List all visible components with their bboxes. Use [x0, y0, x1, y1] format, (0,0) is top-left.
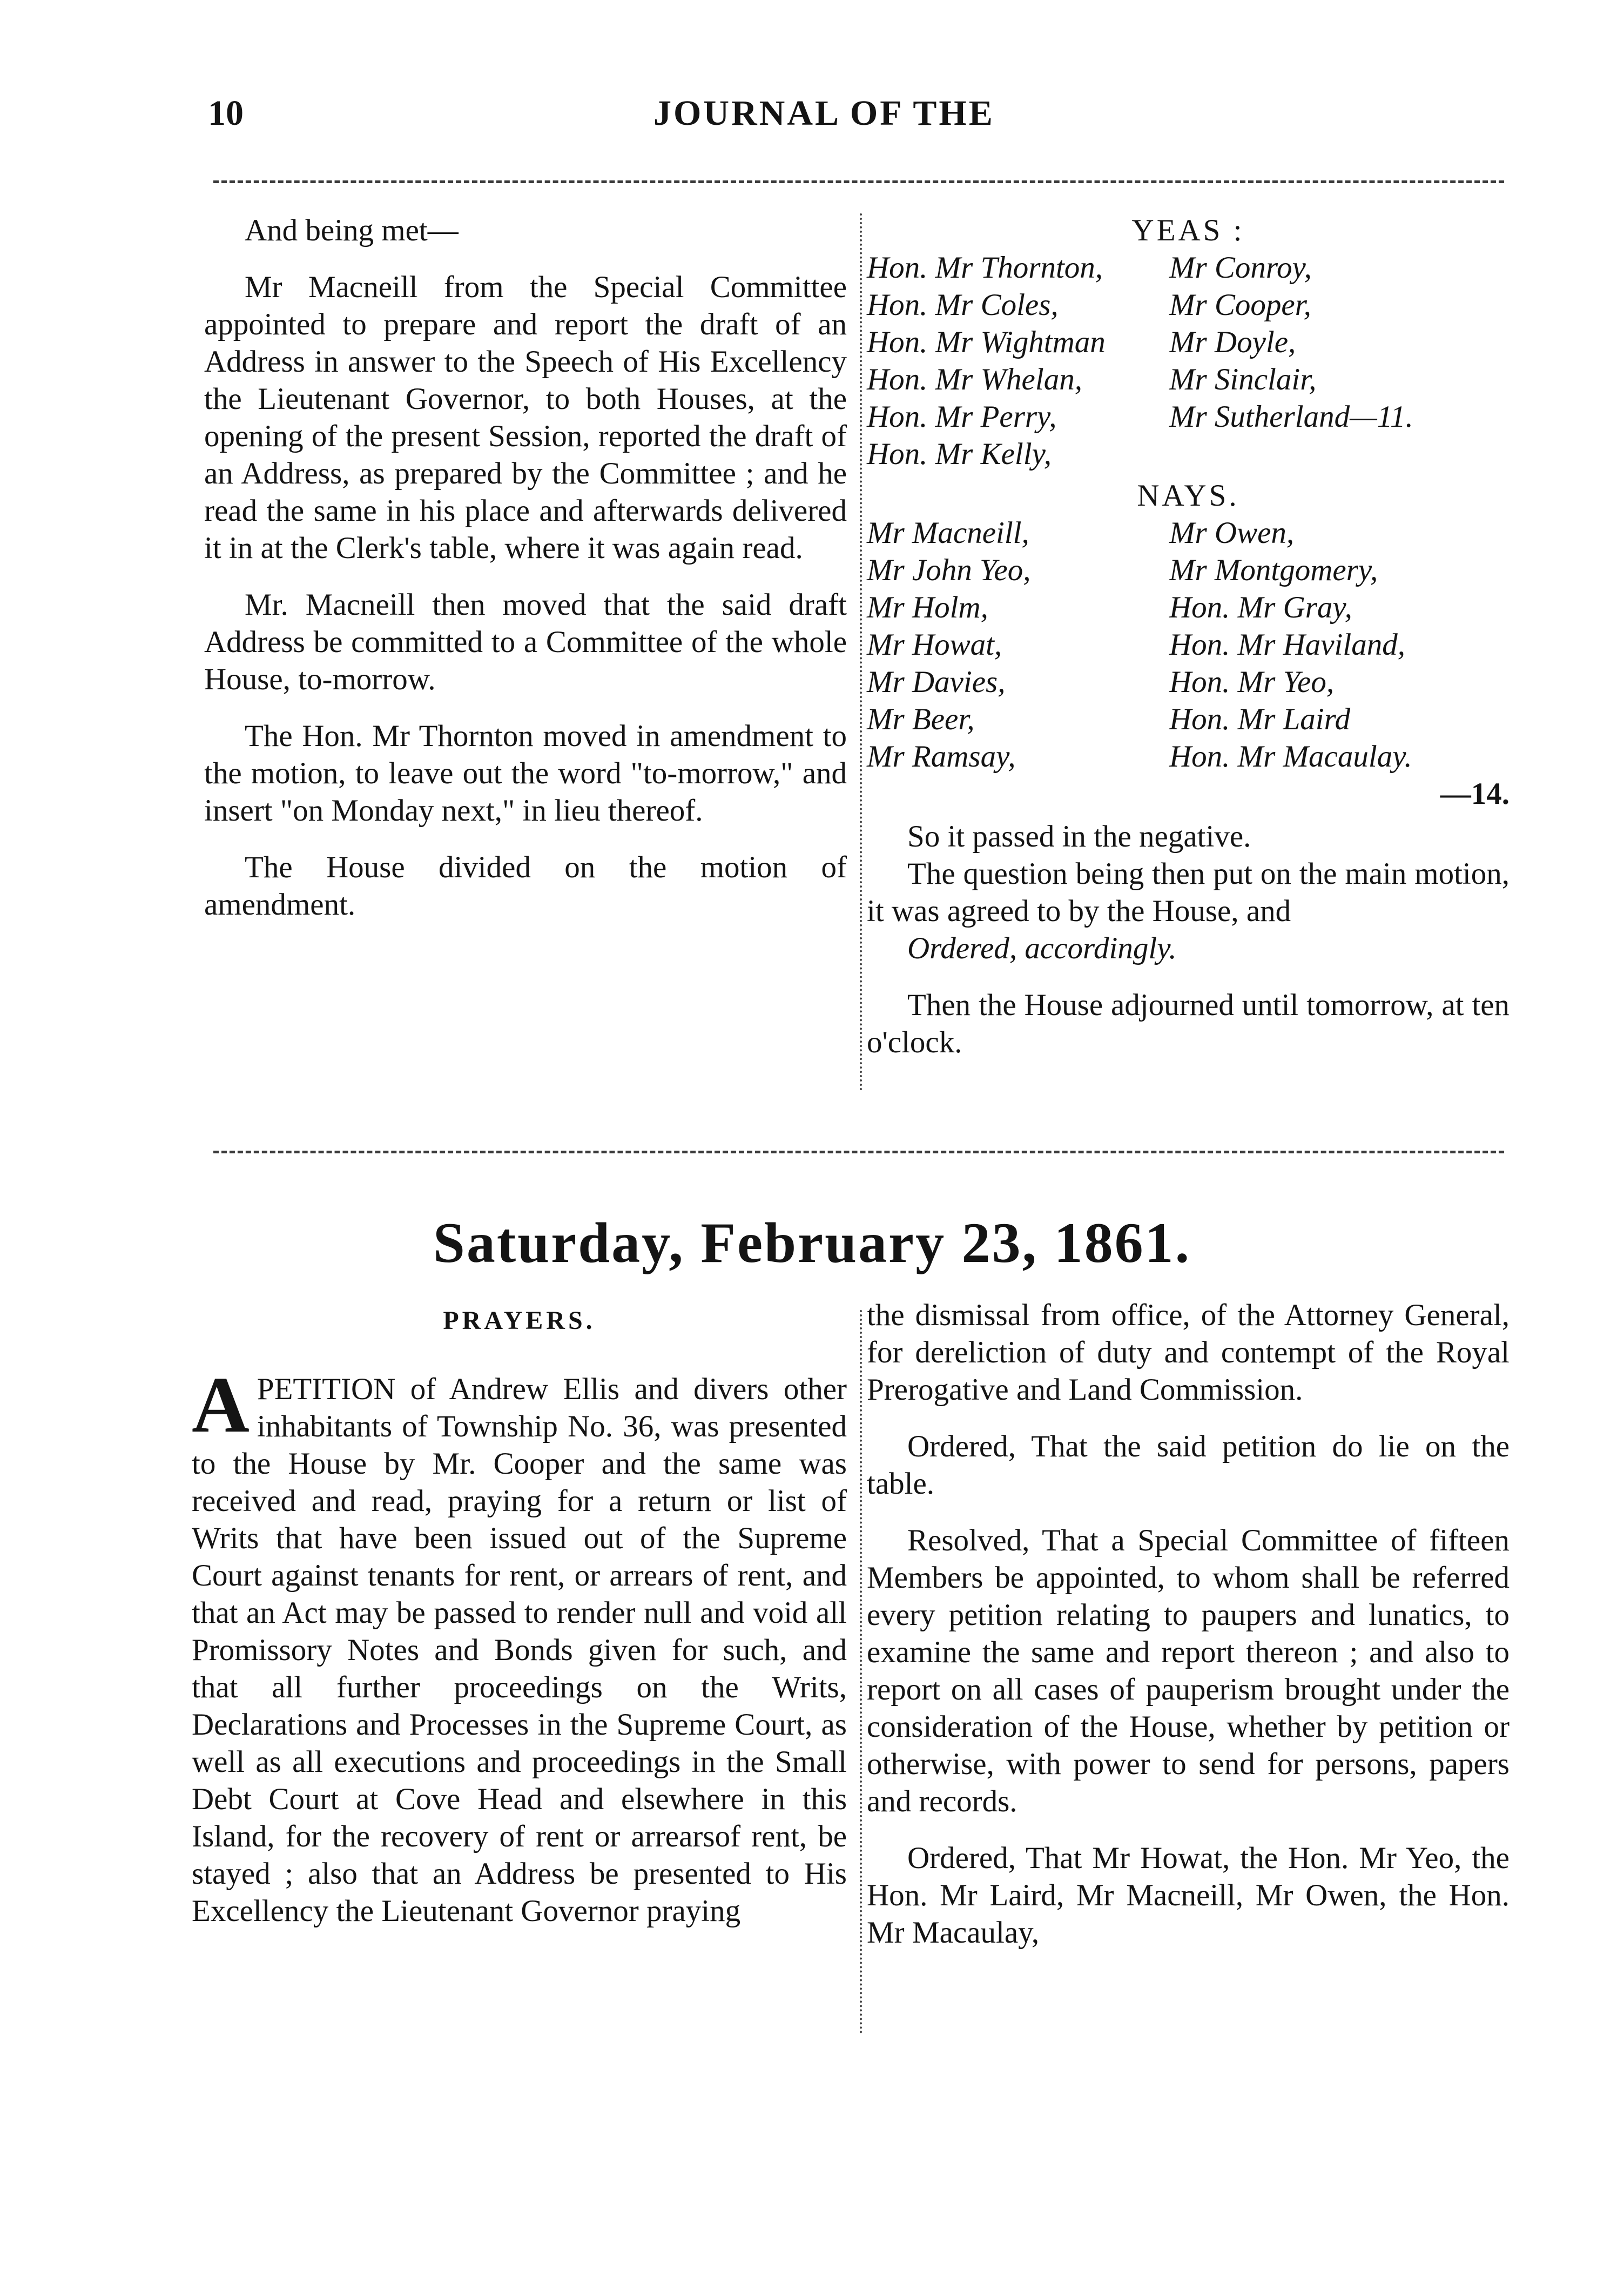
paragraph-adjourned: Then the House adjourned until tomorrow, at ten o'clock. — [867, 988, 1510, 1059]
nays-list — [867, 514, 1510, 812]
paragraph-main-motion: The question being then put on the main motion, it was agreed to by the House, and — [867, 857, 1510, 928]
date-heading: Saturday, February 23, 1861. — [433, 1211, 1191, 1274]
yeas-list — [867, 249, 1510, 473]
nays-row — [867, 626, 1510, 663]
bottom-left-column — [192, 1302, 847, 1930]
paragraph-passed-negative: So it passed in the negative. — [907, 820, 1251, 854]
paragraph-thornton-amendment: The Hon. Mr Thornton moved in amendment to the motion, to leave out the word "to-morrow," and insert "on Monday next," in lieu thereof. — [204, 719, 847, 828]
nay-name: Mr Holm, — [867, 590, 988, 624]
nays-row — [867, 701, 1510, 738]
nay-name: Hon. Mr Macaulay. — [1169, 740, 1412, 774]
nay-name: Mr Montgomery, — [1169, 553, 1378, 587]
page-number: 10 — [208, 93, 244, 133]
prayers-heading: PRAYERS. — [443, 1306, 596, 1335]
nay-name: Hon. Mr Haviland, — [1169, 628, 1405, 662]
yeas-row — [867, 435, 1510, 473]
yea-name: Hon. Mr Coles, — [867, 288, 1059, 322]
petition-text: PETITION of Andrew Ellis and divers other inhabitants of Township No. 36, was presented to the House by Mr. Cooper and the same was received and read, praying for a return or list of Writs that have been issued out of the Supreme Court against tenants for rent, or arrears of rent, and that an Act may be passed to render null and void all Promissory Notes and Bonds given for such, and that all further proceedings on the Writs, Declarations and Processes in the Supreme Court, as well as all executions and proceedings in the Small Debt Court at Cove Head and elsewhere in this Island, for the recovery of rent or arrearsof rent, be stayed ; also that an Address be presented to His Excellency the Lieutenant Governor praying — [192, 1372, 847, 1928]
nays-row — [867, 552, 1510, 589]
paragraph-ordered-members: Ordered, That Mr Howat, the Hon. Mr Yeo, the Hon. Mr Laird, Mr Macneill, Mr Owen, the Hon. Mr Macaulay, — [867, 1841, 1510, 1950]
top-right-column — [867, 212, 1510, 1061]
header-rule — [213, 180, 1504, 183]
yeas-row — [867, 249, 1510, 286]
nay-name: Mr Owen, — [1169, 516, 1295, 550]
nay-name: Mr Beer, — [867, 702, 975, 736]
paragraph-macneill-motion: Mr. Macneill then moved that the said draft Address be committed to a Committee of the whole House, to-morrow. — [204, 588, 847, 696]
nay-name: Hon. Mr Laird — [1169, 702, 1351, 736]
nay-name: Mr Howat, — [867, 628, 1002, 662]
top-left-column — [204, 212, 847, 923]
nays-row — [867, 738, 1510, 775]
yeas-row — [867, 286, 1510, 324]
nays-row — [867, 589, 1510, 626]
yeas-heading: YEAS : — [1131, 213, 1245, 247]
nay-name: Mr John Yeo, — [867, 553, 1031, 587]
yeas-row — [867, 324, 1510, 361]
paragraph-ordered-lie: Ordered, That the said petition do lie on the table. — [867, 1429, 1510, 1501]
nays-row — [867, 663, 1510, 701]
nay-name: Hon. Mr Yeo, — [1169, 665, 1335, 699]
yea-name: Hon. Mr Whelan, — [867, 362, 1082, 397]
yea-name: Hon. Mr Thornton, — [867, 251, 1103, 285]
yea-name: Hon. Mr Wightman — [867, 325, 1106, 359]
running-head: JOURNAL OF THE — [653, 93, 995, 133]
paragraph-ordered-accordingly: Ordered, accordingly. — [907, 931, 1177, 965]
nay-name: Mr Davies, — [867, 665, 1006, 699]
yea-name: Mr Sinclair, — [1169, 362, 1317, 397]
paragraph-house-divided: The House divided on the motion of amendment. — [204, 850, 847, 922]
paragraph-being-met: And being met— — [245, 213, 459, 247]
nay-name: Mr Ramsay, — [867, 740, 1016, 774]
yea-name: Mr Conroy, — [1169, 251, 1312, 285]
nays-row — [867, 514, 1510, 552]
nay-name: Hon. Mr Gray, — [1169, 590, 1352, 624]
section-rule — [213, 1151, 1504, 1153]
paragraph-resolved-committee: Resolved, That a Special Committee of fifteen Members be appointed, to whom shall be referred every petition relating to paupers and lunatics, to examine the same and report thereon ; and also to report on all cases of pauperism brought under the consideration of the House, whether by petition or otherwise, with power to send for persons, papers and records. — [867, 1523, 1510, 1818]
yeas-row — [867, 398, 1510, 435]
yea-name: Hon. Mr Kelly, — [867, 437, 1052, 471]
nays-total: —14. — [1440, 777, 1510, 811]
bottom-column-divider — [860, 1310, 862, 2034]
paragraph-committee-report: Mr Macneill from the Special Committee appointed to prepare and report the draft of an Address in answer to the Speech of His Excellency the Lieutenant Governor, to both Houses, at the opening of the present Session, reported the draft of an Address, as prepared by the Committee ; and he read the same in his place and afterwards delivered it in at the Clerk's table, where it was again read. — [204, 270, 847, 565]
nays-heading: NAYS. — [1137, 479, 1239, 513]
yea-name: Mr Doyle, — [1169, 325, 1296, 359]
bottom-right-column — [867, 1297, 1510, 1951]
yea-name: Mr Sutherland—11. — [1169, 400, 1413, 434]
paragraph-petition-ellis — [192, 1361, 847, 1930]
nay-name: Mr Macneill, — [867, 516, 1029, 550]
yea-name: Hon. Mr Perry, — [867, 400, 1057, 434]
yeas-row — [867, 361, 1510, 398]
drop-cap-letter: A — [192, 1361, 250, 1449]
yea-name: Mr Cooper, — [1169, 288, 1311, 322]
paragraph-dismissal: the dismissal from office, of the Attorney General, for dereliction of duty and contempt of the Royal Prerogative and Land Commission. — [867, 1298, 1510, 1407]
top-column-divider — [860, 213, 862, 1091]
